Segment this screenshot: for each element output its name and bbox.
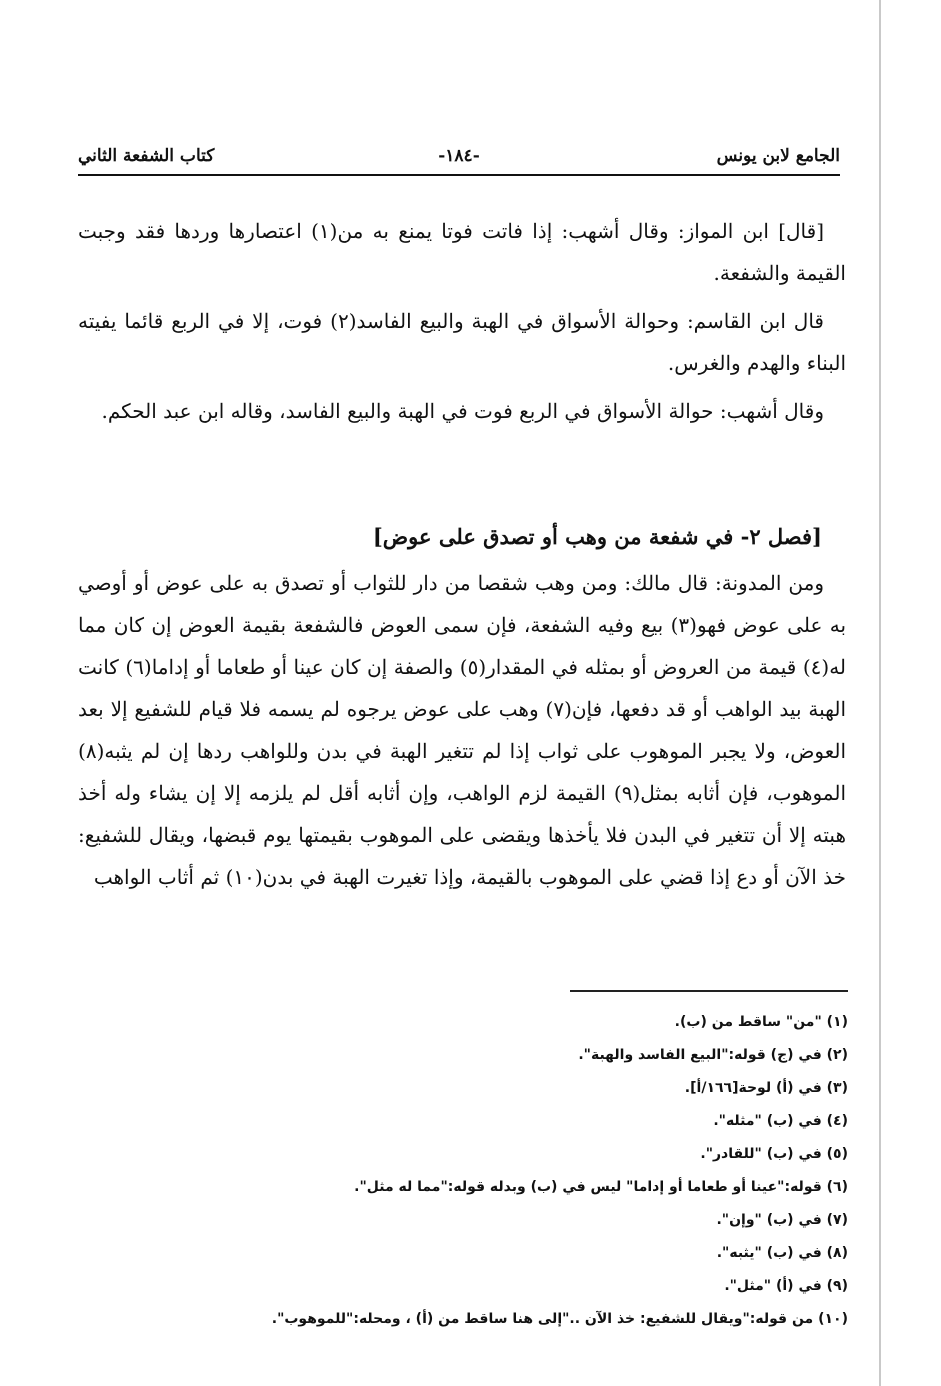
footnote: (١) "من" ساقط من (ب). xyxy=(674,1014,848,1030)
header-chapter-title: كتاب الشفعة الثاني xyxy=(78,146,215,166)
footnote: (٧) في (ب) "وإن". xyxy=(716,1212,848,1228)
page-number: -١٨٤- xyxy=(438,146,480,166)
footnote-divider xyxy=(570,990,848,992)
paragraph: [قال] ابن المواز: وقال أشهب: إذا فاتت فوتا يمنع به من(١) اعتصارها وردها فقد وجبت القيمة والشفعة. xyxy=(78,219,846,285)
footnote: (١٠) من قوله:"ويقال للشفيع: خذ الآن .."إلى هنا ساقط من (أ) ، ومحله:"للموهوب". xyxy=(271,1311,848,1327)
footnote: (٤) في (ب) "مثله". xyxy=(713,1113,848,1129)
section-heading: [فصل ٢- في شفعة من وهب أو تصدق على عوض] xyxy=(372,524,822,549)
page-edge-line xyxy=(879,0,881,1386)
footnotes-list xyxy=(78,1006,848,1336)
running-header xyxy=(78,140,840,174)
header-book-title: الجامع لابن يونس xyxy=(716,146,840,166)
section-paragraph: ومن المدونة: قال مالك: ومن وهب شقصا من دار للثواب أو تصدق به على عوض أو أوصي به على عوض فهو(٣) بيع وفيه الشفعة، فإن سمى العوض فالشفعة بقيمة العوض إن كان مما له(٤) قيمة من العروض أو بمثله في المقدار(٥) والصفة إن كان عينا أو طعاما أو إداما(٦) كانت الهبة بيد الواهب أو قد دفعها، فإن(٧) وهب على عوض يرجوه لم يسمه فلا قيام للشفيع إلا بعد العوض، ولا يجبر الموهوب على ثواب إذا لم تتغير الهبة في بدن وللواهب ردها إن لم يثبه(٨) الموهوب، فإن أثابه بمثل(٩) القيمة لزم الواهب، وإن أثابه أقل لم يلزمه إلا إن يشاء وله أخذ هبته إلا أن تتغير في البدن فلا يأخذها ويقضى على الموهوب بقيمتها يوم قبضها، ويقال للشفيع: خذ الآن أو دع إذا قضي على الموهوب بالقيمة، وإذا تغيرت الهبة في بدن(١٠) ثم أثاب الواهب xyxy=(78,571,847,889)
main-text-block xyxy=(78,210,846,438)
footnote: (٥) في (ب) "للقادر". xyxy=(700,1146,848,1162)
footnote: (٩) في (أ) "مثل". xyxy=(724,1278,848,1294)
paragraph: وقال أشهب: حوالة الأسواق في الربع فوت في الهبة والبيع الفاسد، وقاله ابن عبد الحكم. xyxy=(101,399,824,423)
footnote: (٢) في (ج) قوله:"البيع الفاسد والهبة". xyxy=(578,1047,848,1063)
header-divider xyxy=(78,174,840,176)
footnote: (٣) في (أ) لوحة[١٦٦/أ]. xyxy=(684,1080,848,1096)
footnote: (٦) قوله:"عينا أو طعاما أو إداما" ليس في (ب) وبدله قوله:"مما له مثل". xyxy=(354,1179,848,1195)
section-text-block xyxy=(78,562,846,898)
footnote: (٨) في (ب) "يثبه". xyxy=(716,1245,848,1261)
paragraph: قال ابن القاسم: وحوالة الأسواق في الهبة والبيع الفاسد(٢) فوت، إلا في الربع قائما يفيته البناء والهدم والغرس. xyxy=(78,309,846,375)
